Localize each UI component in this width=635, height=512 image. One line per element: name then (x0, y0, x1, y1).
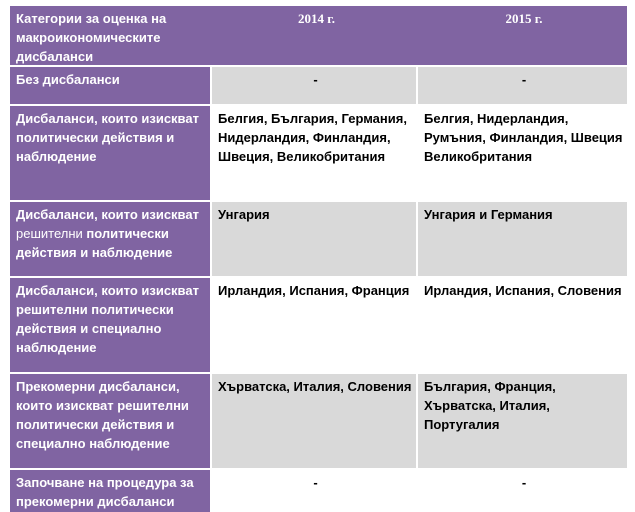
imbalances-table (10, 6, 627, 512)
table-row (10, 374, 627, 470)
row-label-part1: Дисбаланси, които изискват (16, 207, 199, 222)
row-label: Започване на процедура за прекомерни дисбаланси (10, 470, 212, 512)
row-label: Без дисбаланси (10, 67, 212, 104)
table-header (10, 6, 627, 67)
cell-2015: - (418, 67, 627, 104)
cell-2015: България, Франция, Хърватска, Италия, Португалия (418, 374, 627, 468)
table-row (10, 278, 627, 374)
cell-2014: Унгария (212, 202, 418, 276)
table-row (10, 106, 627, 202)
header-2014: 2014 г. (298, 11, 335, 26)
cell-2014: - (212, 470, 418, 512)
cell-2015: Ирландия, Испания, Словения (424, 283, 622, 298)
row-label-part3: политически действия и наблюдение (16, 226, 173, 260)
row-label: Дисбаланси, които изискват политически действия и наблюдение (10, 106, 212, 200)
row-label: Прекомерни дисбаланси, които изискват решителни политически действия и специално наблюдение (10, 374, 212, 468)
row-label-part2: решителни (16, 226, 83, 241)
table-row (10, 202, 627, 278)
row-label: Дисбаланси, които изискват решителни политически действия и специално наблюдение (10, 278, 212, 372)
cell-2014: Ирландия, Испания, Франция (212, 278, 418, 372)
row-label (10, 202, 212, 276)
header-2015: 2015 г. (505, 11, 543, 26)
cell-2014: Хърватска, Италия, Словения (212, 374, 418, 468)
cell-2015: Унгария и Германия (418, 202, 627, 276)
table-row (10, 67, 627, 106)
cell-2015: - (521, 475, 527, 490)
cell-2015: Белгия, Нидерландия, Румъния, Финландия, Швеция Великобритания (424, 111, 623, 164)
cell-2014: - (212, 67, 418, 104)
cell-2014: Белгия, България, Германия, Нидерландия, Финландия, Швеция, Великобритания (212, 106, 418, 200)
table-row (10, 470, 627, 512)
header-category: Категории за оценка на макроикономическите дисбаланси (16, 11, 167, 64)
